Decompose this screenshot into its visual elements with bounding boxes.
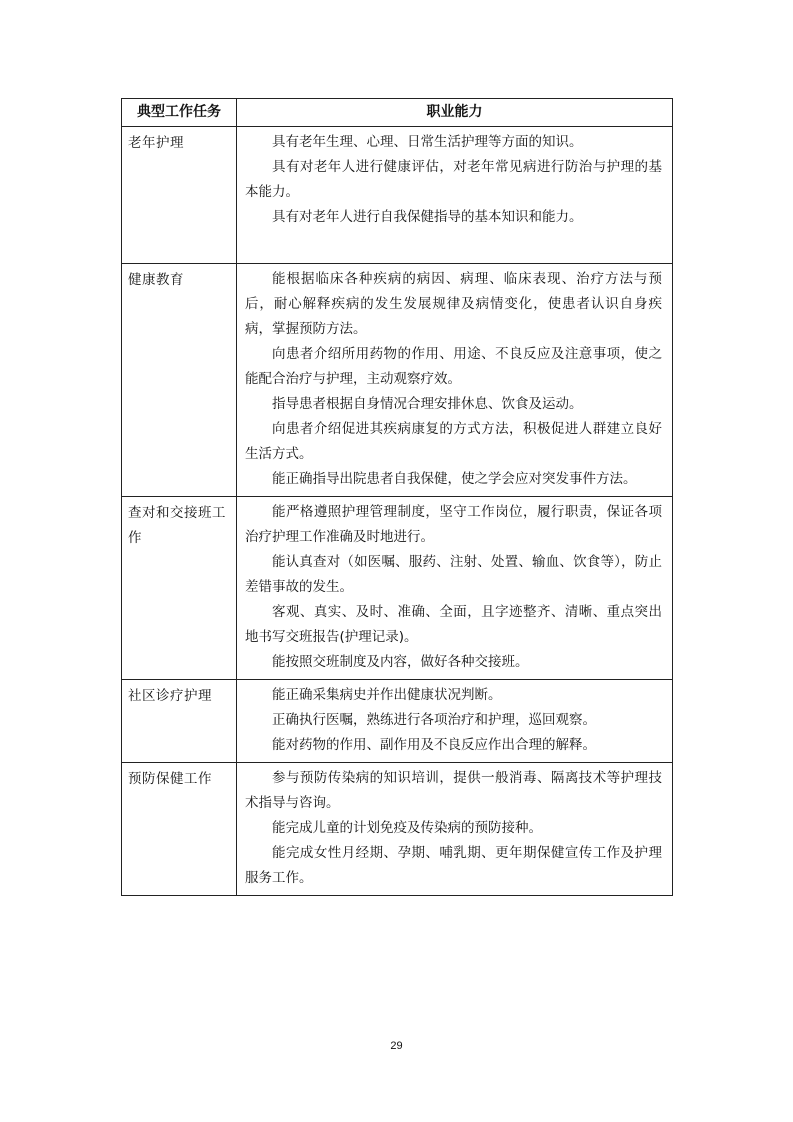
ability-paragraph: 具有老年生理、心理、日常生活护理等方面的知识。 [272, 134, 583, 150]
ability-paragraph: 客观、真实、及时、准确、全面，且字迹整齐、清晰、重点突出地书写交班报告(护理记录)。 [245, 604, 662, 645]
task-label: 健康教育 [128, 272, 184, 288]
ability-paragraph: 能正确指导出院患者自我保健，使之学会应对突发事件方法。 [272, 471, 637, 487]
table-row [122, 763, 673, 896]
competency-table [121, 98, 673, 896]
ability-paragraph: 具有对老年人进行自我保健指导的基本知识和能力。 [272, 209, 583, 225]
task-label: 社区诊疗护理 [128, 688, 212, 704]
table-row [122, 680, 673, 763]
table-row [122, 264, 673, 497]
ability-paragraph: 能完成儿童的计划免疫及传染病的预防接种。 [272, 820, 542, 836]
ability-cell [237, 763, 673, 896]
task-cell [122, 680, 237, 763]
task-cell [122, 264, 237, 497]
ability-paragraph: 向患者介绍所用药物的作用、用途、不良反应及注意事项，使之能配合治疗与护理，主动观察疗效。 [245, 346, 662, 387]
task-cell [122, 127, 237, 264]
ability-paragraph: 能正确采集病史并作出健康状况判断。 [272, 687, 502, 703]
ability-paragraph: 能对药物的作用、副作用及不良反应作出合理的解释。 [272, 737, 596, 753]
ability-paragraph: 能根据临床各种疾病的病因、病理、临床表现、治疗方法与预后，耐心解释疾病的发生发展规律及病情变化，使患者认识自身疾病，掌握预防方法。 [245, 271, 662, 337]
ability-paragraph: 指导患者根据自身情况合理安排休息、饮食及运动。 [272, 396, 583, 412]
ability-paragraph: 向患者介绍促进其疾病康复的方式方法，积极促进人群建立良好生活方式。 [245, 421, 662, 462]
ability-paragraph: 参与预防传染病的知识培训，提供一般消毒、隔离技术等护理技术指导与咨询。 [245, 770, 662, 811]
ability-paragraph: 具有对老年人进行健康评估，对老年常见病进行防治与护理的基本能力。 [245, 159, 662, 200]
page-number: 29 [390, 1040, 403, 1052]
table-row [122, 497, 673, 680]
task-cell [122, 763, 237, 896]
ability-paragraph: 能认真查对（如医嘱、服药、注射、处置、输血、饮食等），防止差错事故的发生。 [245, 554, 662, 595]
task-label: 查对和交接班工作 [128, 505, 226, 546]
ability-cell [237, 264, 673, 497]
ability-cell [237, 127, 673, 264]
table-header-row [122, 99, 673, 127]
task-label: 预防保健工作 [128, 771, 212, 787]
ability-cell [237, 497, 673, 680]
ability-paragraph: 能完成女性月经期、孕期、哺乳期、更年期保健宣传工作及护理服务工作。 [245, 845, 662, 886]
header-ability: 职业能力 [237, 99, 673, 127]
ability-paragraph: 能严格遵照护理管理制度，坚守工作岗位，履行职责，保证各项治疗护理工作准确及时地进行。 [245, 504, 662, 545]
header-task: 典型工作任务 [122, 99, 237, 127]
table-row [122, 127, 673, 264]
task-label: 老年护理 [128, 135, 184, 151]
ability-paragraph: 正确执行医嘱，熟练进行各项治疗和护理，巡回观察。 [272, 712, 596, 728]
ability-cell [237, 680, 673, 763]
ability-paragraph: 能按照交班制度及内容，做好各种交接班。 [272, 654, 529, 670]
task-cell [122, 497, 237, 680]
